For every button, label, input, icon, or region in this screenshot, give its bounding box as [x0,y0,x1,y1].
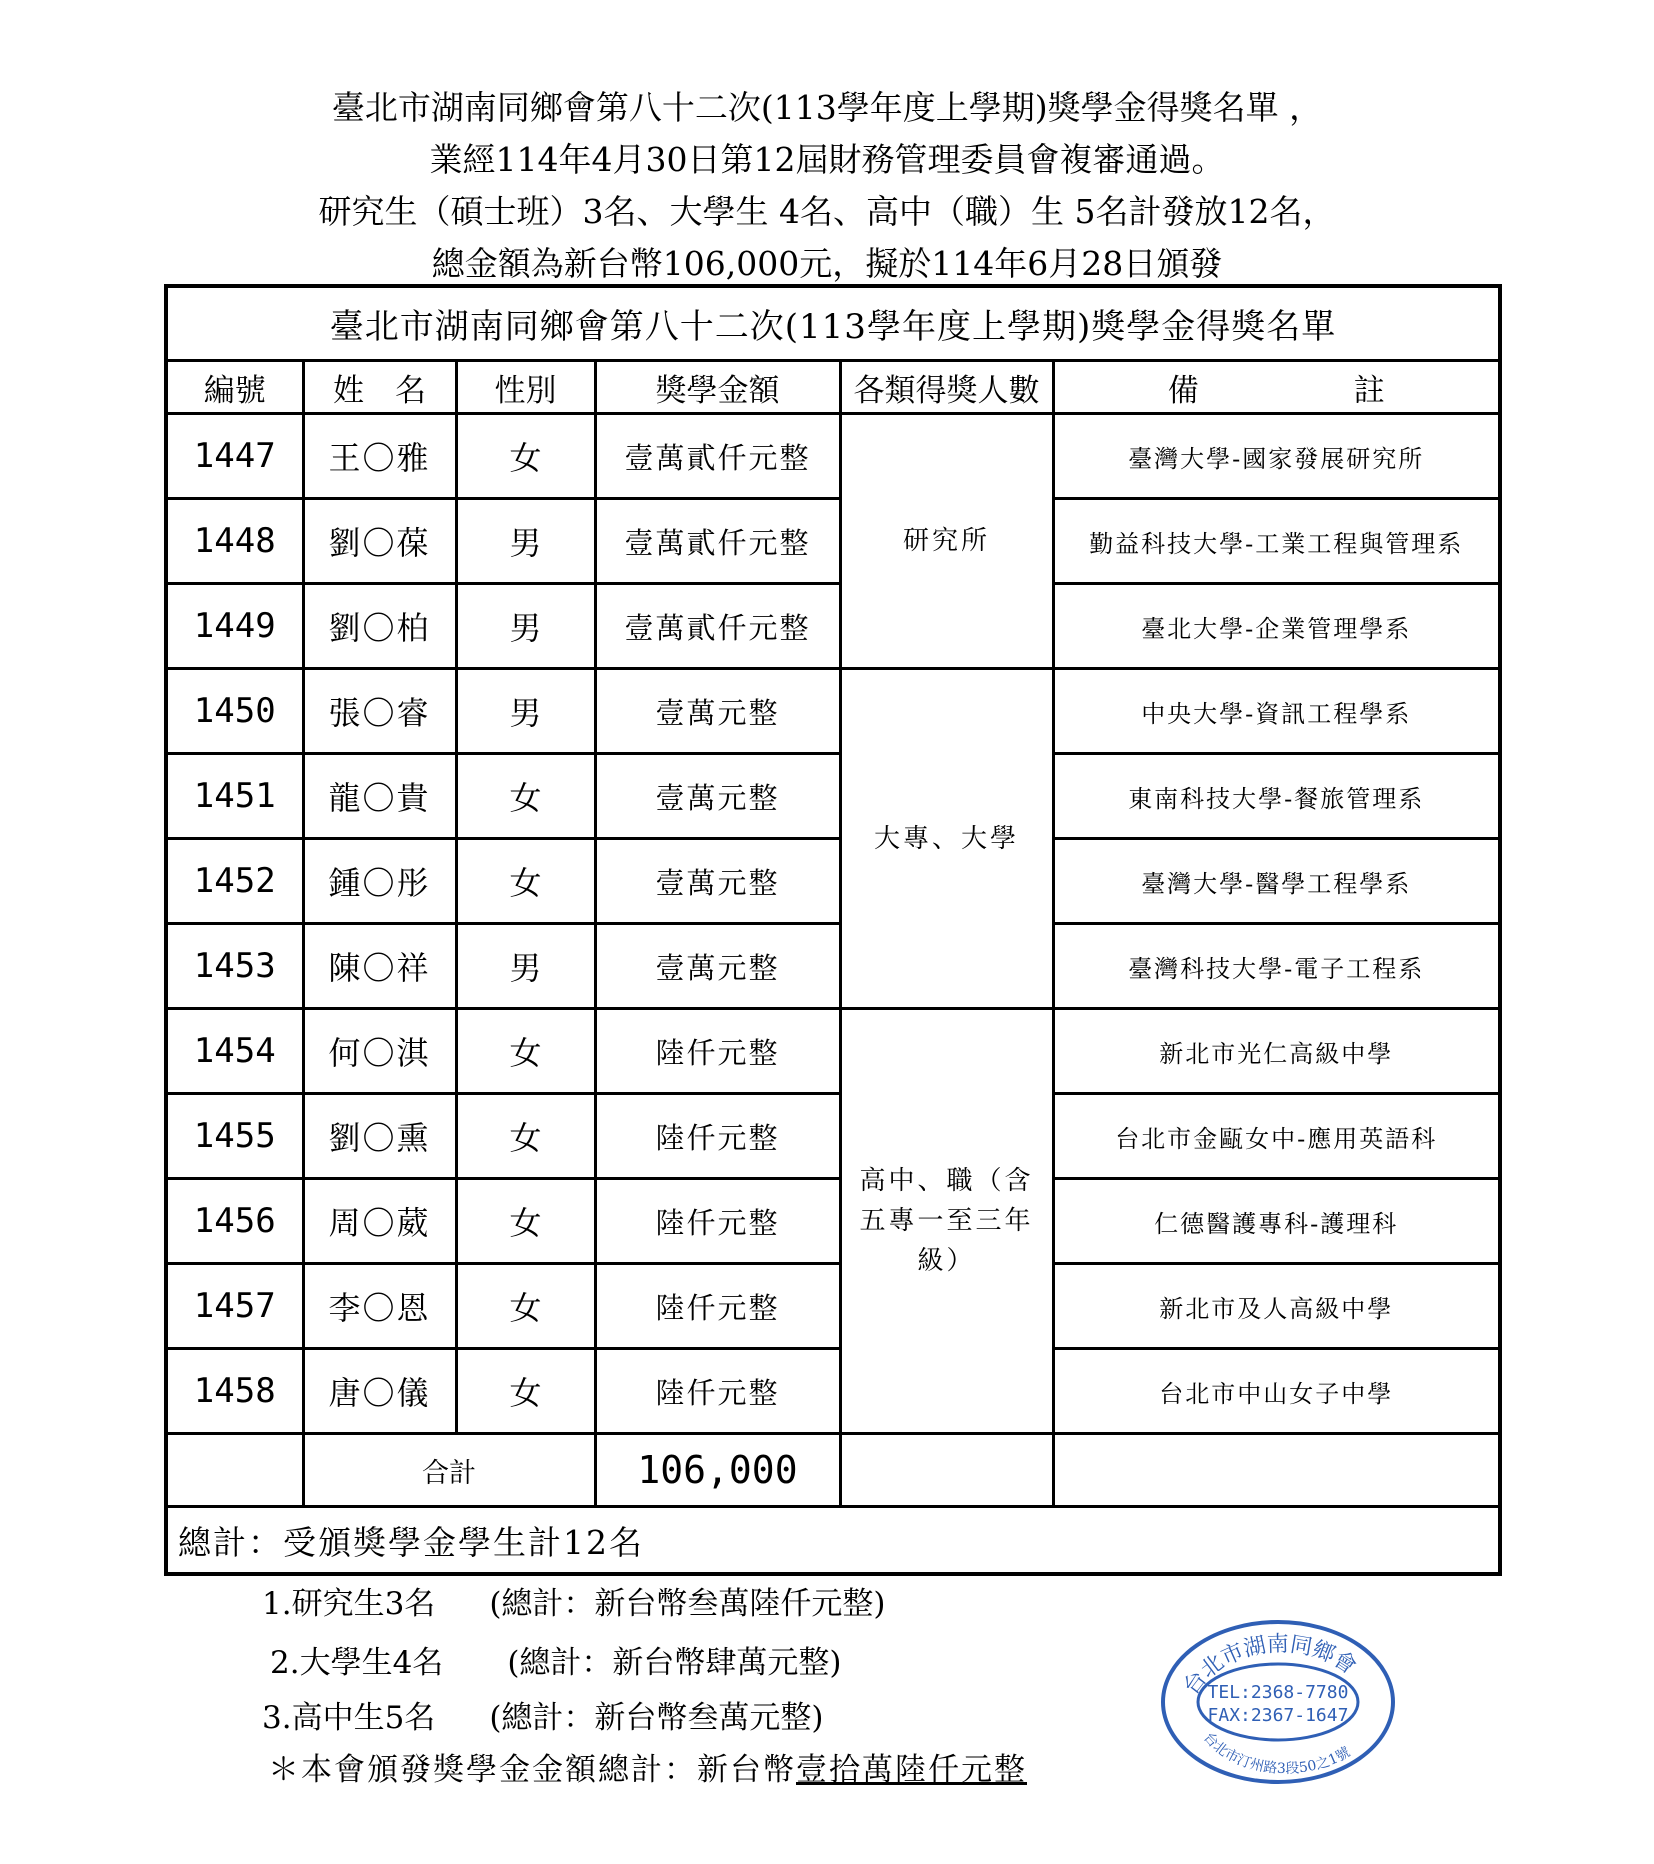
cell-gender: 女 [456,1009,595,1094]
cell-gender: 女 [456,754,595,839]
total-empty-cell [1053,1434,1500,1507]
cell-gender: 女 [456,1179,595,1264]
note-detail: (總計：新台幣叁萬陸仟元整) [489,1586,886,1622]
cell-name: 劉〇葆 [303,499,456,584]
header-note: 備 註 [1053,361,1500,414]
header-id: 編號 [166,361,303,414]
scholarship-table [164,284,1502,1576]
header-name: 姓 名 [303,361,456,414]
header-category: 各類得獎人數 [840,361,1053,414]
cell-id: 1458 [166,1349,303,1434]
total-label: 合計 [303,1434,595,1507]
table-row [166,414,1500,499]
cell-id: 1457 [166,1264,303,1349]
summary-text: 總計：受頒獎學金學生計12名 [166,1507,1500,1575]
note-graduate [262,1578,886,1623]
grand-total-note [268,1744,1027,1789]
cell-amount: 壹萬貳仟元整 [595,499,840,584]
total-value: 106,000 [595,1434,840,1507]
table-row [166,1094,1500,1179]
table-row [166,1264,1500,1349]
cell-gender: 女 [456,414,595,499]
cell-name: 鍾〇彤 [303,839,456,924]
cell-note: 臺北大學-企業管理學系 [1053,584,1500,669]
organization-seal [1158,1618,1398,1786]
table-row [166,924,1500,1009]
note-detail: (總計：新台幣肆萬元整) [507,1645,842,1681]
cell-name: 李〇恩 [303,1264,456,1349]
seal-address: 台北市汀州路3段50之1號 [1200,1729,1354,1778]
cell-gender: 男 [456,499,595,584]
cell-name: 陳〇祥 [303,924,456,1009]
cell-id: 1452 [166,839,303,924]
table-row [166,669,1500,754]
intro-text [0,82,1654,290]
cell-amount: 壹萬元整 [595,669,840,754]
cell-amount: 壹萬元整 [595,924,840,1009]
total-empty-cell [166,1434,303,1507]
cell-name: 劉〇柏 [303,584,456,669]
note-label: 2.大學生4名 [270,1645,444,1681]
table-row [166,839,1500,924]
cell-note: 中央大學-資訊工程學系 [1053,669,1500,754]
note-university [270,1637,842,1682]
cell-amount: 陸仟元整 [595,1179,840,1264]
category-university: 大專、大學 [840,669,1053,1009]
cell-gender: 女 [456,1349,595,1434]
cell-id: 1455 [166,1094,303,1179]
header-gender: 性別 [456,361,595,414]
seal-fax: FAX:2367-1647 [1207,1705,1349,1726]
cell-gender: 男 [456,924,595,1009]
cell-gender: 男 [456,669,595,754]
cell-note: 東南科技大學-餐旅管理系 [1053,754,1500,839]
cell-note: 臺灣科技大學-電子工程系 [1053,924,1500,1009]
cell-amount: 壹萬元整 [595,839,840,924]
cell-gender: 女 [456,839,595,924]
intro-line-4: 總金額為新台幣106,000元，擬於114年6月28日頒發 [431,244,1223,283]
cell-gender: 男 [456,584,595,669]
cell-amount: 陸仟元整 [595,1349,840,1434]
category-high-school: 高中、職（含五專一至三年級） [840,1009,1053,1434]
table-row [166,1009,1500,1094]
cell-gender: 女 [456,1094,595,1179]
cell-id: 1451 [166,754,303,839]
cell-note: 勤益科技大學-工業工程與管理系 [1053,499,1500,584]
cell-name: 何〇淇 [303,1009,456,1094]
table-title: 臺北市湖南同鄉會第八十二次(113學年度上學期)獎學金得獎名單 [166,286,1500,361]
seal-tel: TEL:2368-7780 [1207,1682,1349,1703]
cell-name: 周〇葳 [303,1179,456,1264]
cell-name: 龍〇貴 [303,754,456,839]
cell-name: 唐〇儀 [303,1349,456,1434]
cell-id: 1456 [166,1179,303,1264]
cell-note: 臺灣大學-國家發展研究所 [1053,414,1500,499]
cell-id: 1447 [166,414,303,499]
table-row [166,1349,1500,1434]
cell-amount: 陸仟元整 [595,1009,840,1094]
category-graduate: 研究所 [840,414,1053,669]
table-row [166,584,1500,669]
header-amount: 獎學金額 [595,361,840,414]
cell-note: 臺灣大學-醫學工程學系 [1053,839,1500,924]
intro-line-3: 研究生（碩士班）3名、大學生 4名、高中（職）生 5名計發放12名， [318,192,1336,231]
cell-amount: 壹萬貳仟元整 [595,584,840,669]
cell-id: 1454 [166,1009,303,1094]
cell-name: 劉〇熏 [303,1094,456,1179]
table-row [166,754,1500,839]
grand-total-prefix: ＊本會頒發獎學金金額總計：新台幣 [268,1752,796,1788]
cell-amount: 陸仟元整 [595,1094,840,1179]
table-row [166,1179,1500,1264]
intro-line-1: 臺北市湖南同鄉會第八十二次(113學年度上學期)獎學金得獎名單 ， [331,88,1323,127]
cell-amount: 陸仟元整 [595,1264,840,1349]
summary-row [166,1507,1500,1575]
cell-name: 張〇睿 [303,669,456,754]
grand-total-amount: 壹拾萬陸仟元整 [796,1752,1027,1788]
cell-id: 1448 [166,499,303,584]
cell-amount: 壹萬元整 [595,754,840,839]
note-high-school [262,1692,824,1737]
intro-line-2: 業經114年4月30日第12屆財務管理委員會複審通過。 [429,140,1225,179]
cell-id: 1449 [166,584,303,669]
total-row [166,1434,1500,1507]
table-row [166,499,1500,584]
seal-org-text: 台北市湖南同鄉會 [1178,1631,1361,1700]
total-empty-cell [840,1434,1053,1507]
cell-note: 台北市中山女子中學 [1053,1349,1500,1434]
cell-name: 王〇雅 [303,414,456,499]
cell-id: 1450 [166,669,303,754]
note-label: 3.高中生5名 [262,1700,436,1736]
note-detail: (總計：新台幣叁萬元整) [489,1700,824,1736]
cell-note: 仁德醫護專科-護理科 [1053,1179,1500,1264]
cell-note: 台北市金甌女中-應用英語科 [1053,1094,1500,1179]
cell-note: 新北市及人高級中學 [1053,1264,1500,1349]
cell-note: 新北市光仁高級中學 [1053,1009,1500,1094]
note-label: 1.研究生3名 [262,1586,436,1622]
cell-gender: 女 [456,1264,595,1349]
cell-amount: 壹萬貳仟元整 [595,414,840,499]
cell-id: 1453 [166,924,303,1009]
